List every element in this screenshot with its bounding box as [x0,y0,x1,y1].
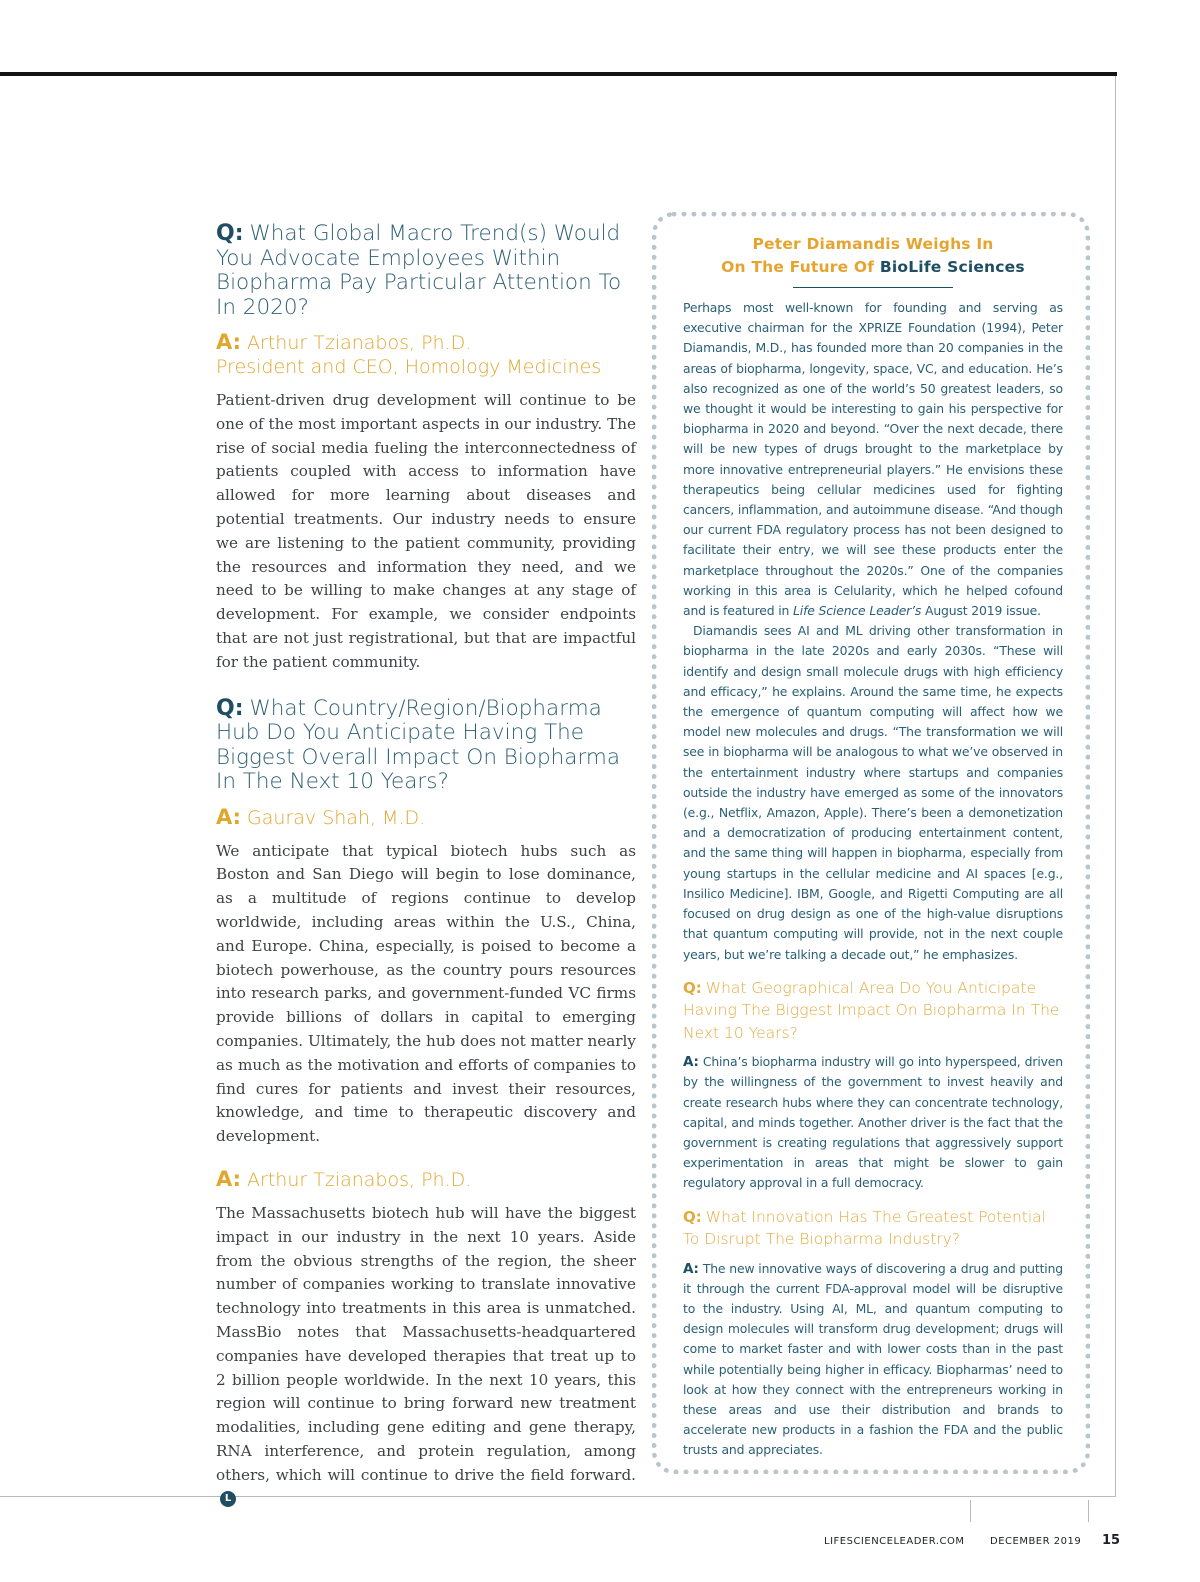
sidebar-title-prefix: On The Future Of [721,258,875,276]
question-badge-icon: Q: [216,695,244,721]
answer-author: Gaurav Shah, M.D. [247,806,426,829]
question-text: What Innovation Has The Greatest Potential To Disrupt The Biopharma Industry? [683,1207,1046,1249]
question-text: What Country/Region/Biopharma Hub Do You Anticipate Having The Biggest Overall Impact On Biopharma In The Next 10 Years? [216,695,621,795]
sidebar-title-line1: Peter Diamandis Weighs In [752,235,994,253]
sidebar-paragraph-1: Perhaps most well-known for founding and serving as executive chairman for the XPRIZE Foundation (1994), Peter Diamandis, M.D., has founded more than 20 companies in the areas of biopharma, longevity, space, VC, and education. He’s also recognized as one of the world’s 50 greatest leaders, so we thought it would be interesting to gain his perspective for biopharma in 2020 and beyond. “Over the next decade, there will be new types of drugs brought to the marketplace by more innovative entrepreneurial players.” He envisions these therapeutics being cellular medicines used for fighting cancers, inflammation, and autoimmune disease. “And though our current FDA regulatory process has not been designed to facilitate their entry, we will see these products enter the marketplace throughout the 2020s.” One of the companies working in this area is Celularity, which he helped cofound and is featured in Life Science Leader’s August 2019 issue. [683,300,1063,619]
question-text: What Global Macro Trend(s) Would You Advocate Employees Within Biopharma Pay Particular Attention To In 2020? [216,221,622,320]
answer-author: Arthur Tzianabos, Ph.D. [247,1168,472,1191]
sidebar-title-line2 [683,256,1063,279]
sidebar-answer-2 [683,1259,1063,1461]
question-2 [216,697,636,795]
right-rule [1115,76,1116,1496]
answer-2-body: We anticipate that typical biotech hubs such as Boston and San Diego will begin to lose dominance, as a multitude of regions continue to develop worldwide, including areas within the U.S., China, and Europe. China, especially, is poised to become a biotech powerhouse, as the country pours resources into research parks, and government-funded VC firms provide billions of dollars in capital to emerging companies. Ultimately, the hub does not matter nearly as much as the motivation and efforts of companies to find cures for patients and invest their resources, knowledge, and time to therapeutic discovery and development. [216,841,636,1146]
footer-divider [1088,1500,1089,1522]
answer-badge-icon: A: [683,1260,699,1277]
sidebar-box [652,212,1090,1474]
answer-author-title: President and CEO, Homology Medicines [216,356,602,378]
sidebar-paragraph-2: Diamandis sees AI and ML driving other transformation in biopharma in the late 2020s and early 2030s. “These will identify and design small molecule drugs with high efficiency and efficacy,” he explains. Around the same time, he expects the emergence of quantum computing will affect how we model new molecules and drugs. “The transformation we will see in biopharma will be analogous to what we’ve observed in the entertainment industry where startups and companies outside the industry have emerged as some of the innovators (e.g., Netflix, Amazon, Apple). There’s been a demonetization and a democratization of producing entertainment content, and the same thing will happen in biopharma, especially from young startups in the cellular medicine and AI spaces [e.g., Insilico Medicine]. IBM, Google, and Rigetti Computing are all focused on drug design as one of the high-value disruptions that quantum computing will provide, not in the next couple years, but we’re talking a decade out,” he emphasizes. [683,623,1063,962]
answer-text: China’s biopharma industry will go into hyperspeed, driven by the willingness of the government to invest heavily and create research hubs where they can concentrate technology, capital, and minds together. Another driver is the fact that the government is creating regulations that aggressively support experimentation in areas that might be slower to gain regulatory approval in a full democracy. [683,1054,1063,1191]
question-badge-icon: Q: [216,221,244,246]
sidebar-answer-1 [683,1052,1063,1193]
sidebar-title-brand: BioLife Sciences [879,258,1025,276]
footer-divider [970,1500,971,1522]
answer-3-heading [216,1167,636,1192]
answer-author: Arthur Tzianabos, Ph.D. [247,332,472,354]
question-text: What Geographical Area Do You Anticipate Having The Biggest Impact On Biopharma In The Next 10 Years? [683,978,1060,1042]
answer-3-text: The Massachusetts biotech hub will have the biggest impact in our industry in the next 10 years. Aside from the obvious strengths of the region, the sheer number of companies working to translate innovative technology into treatments in this area is unmatched. MassBio notes that Massachusetts-headquartered companies have developed therapies that treat up to 2 billion people worldwide. In the next 10 years, this region will continue to bring forward new treatment modalities, including gene editing and gene therapy, RNA interference, and protein regulation, among others, which will continue to drive the field forward. [216,1203,636,1484]
answer-badge-icon: A: [216,330,242,354]
main-column [216,222,636,1511]
question-heading [216,222,636,320]
answer-badge-icon: A: [216,1166,242,1191]
answer-2-heading [216,805,636,830]
answer-badge-icon: A: [216,804,242,829]
title-underline [793,287,953,288]
question-1 [216,222,636,320]
answer-3-body [216,1202,636,1511]
answer-1-body: Patient-driven drug development will continue to be one of the most important aspects in our industry. The rise of social media fueling the interconnectedness of patients coupled with access to information have allowed for more learning about diseases and potential treatments. Our industry needs to ensure we are listening to the patient community, providing the resources and information they need, and we need to be willing to make changes at any stage of development. For example, we consider endpoints that are not just registrational, but that are impactful for the patient community. [216,391,636,671]
question-badge-icon: Q: [683,1207,702,1226]
answer-text: The new innovative ways of discovering a drug and putting it through the current FDA-approval model will be disruptive to the industry. Using AI, ML, and quantum computing to design molecules will transform drug development; drugs will come to market faster and with lower costs than in the past while potentially being higher in efficacy. Biopharmas’ need to look at how they connect with the entrepreneurs working in these areas and use their distribution and brands to accelerate new products in a fashion the FDA and the public trusts and appreciates. [683,1260,1063,1458]
question-badge-icon: Q: [683,978,702,997]
sidebar-title [683,233,1063,279]
end-mark-icon: L [220,1491,236,1507]
answer-badge-icon: A: [683,1054,699,1071]
question-heading [216,697,636,795]
top-rule [0,72,1117,76]
sidebar-question-2 [683,1206,1063,1251]
page-footer [0,1500,1200,1548]
answer-1-heading [216,330,636,379]
sidebar-question-1 [683,977,1063,1045]
footer-site-link[interactable]: LIFESCIENCELEADER.COM [824,1536,965,1547]
page-number: 15 [1102,1533,1121,1548]
publication-name: Life Science Leader’s [793,603,922,619]
footer-issue-date: DECEMBER 2019 [990,1536,1082,1547]
